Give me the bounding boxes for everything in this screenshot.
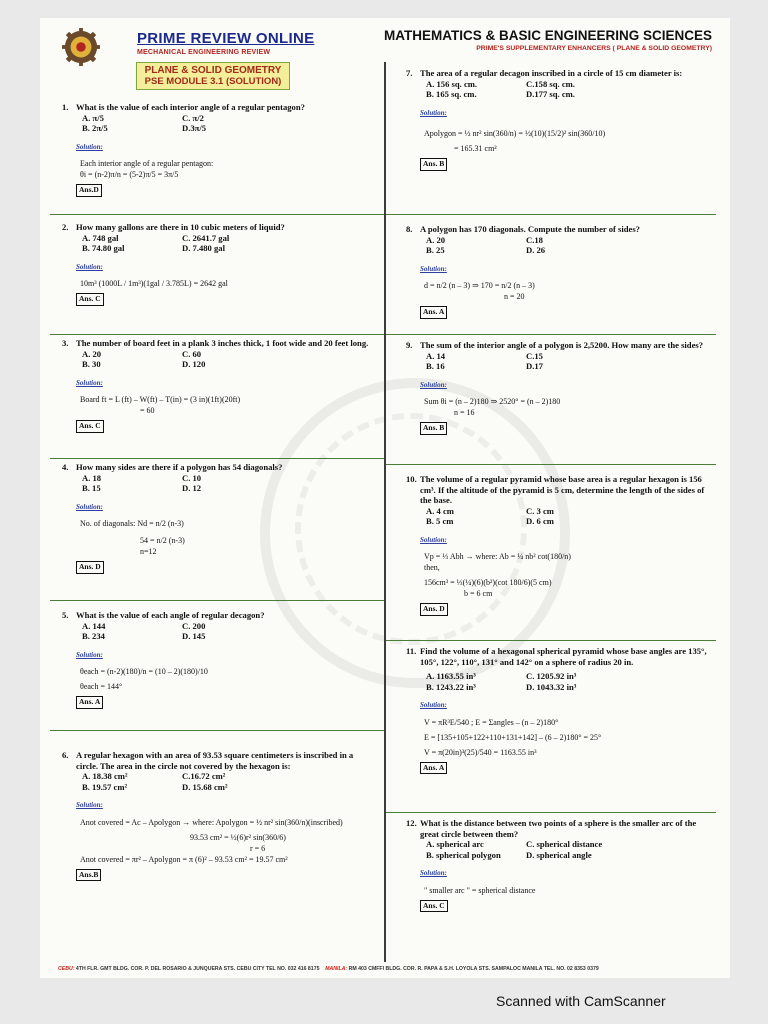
- solution-work: [424, 128, 715, 154]
- work-line: Vp = ⅓ Abh → where: Ab = ¼ nb² cot(180/n): [424, 552, 571, 561]
- solution-work: [424, 551, 715, 599]
- choice: D. 145: [182, 631, 206, 641]
- question-10: [406, 474, 715, 616]
- answer-box: Ans.B: [76, 869, 101, 882]
- answer-box: Ans. A: [420, 306, 447, 319]
- solution-label: Solution:: [76, 378, 103, 387]
- choice: A. 20: [426, 234, 446, 245]
- question-number: 9.: [406, 340, 413, 350]
- solution-label: Solution:: [76, 801, 103, 809]
- choice: C.18: [526, 234, 543, 245]
- solution-label: Solution:: [76, 650, 103, 659]
- solution-work: [80, 394, 376, 416]
- solution-work: [80, 158, 376, 180]
- question-stem: What is the value of each interior angle of a regular pentagon?: [76, 102, 305, 112]
- work-line: Apolygon = ½ nr² sin(360/n) = ½(10)(15/2)² sin(360/10): [424, 129, 606, 138]
- choice: A. 144: [82, 620, 106, 631]
- question-11: [406, 646, 715, 774]
- work-line: Sum θi = (n – 2)180 ⇒ 2520° = (n – 2)180: [424, 397, 561, 406]
- question-stem: The area of a regular decagon inscribed in a circle of 15 cm diameter is:: [420, 68, 683, 78]
- solution-work: [80, 817, 376, 865]
- separator: [386, 334, 716, 335]
- choice: B. 15: [82, 483, 101, 493]
- question-number: 1.: [62, 102, 69, 112]
- choice: C.15: [526, 350, 543, 361]
- answer-box: Ans. A: [76, 696, 103, 709]
- question-12: [406, 818, 715, 912]
- choices: [426, 351, 715, 372]
- choice: A. 18: [82, 472, 102, 483]
- choice: C. 200: [182, 620, 206, 631]
- choice: D. 26: [526, 245, 546, 255]
- header-right: [384, 28, 712, 52]
- work-line: = 60: [140, 406, 155, 415]
- answer-box: Ans. B: [420, 158, 447, 171]
- choice: C. spherical distance: [526, 839, 603, 849]
- scanner-watermark: Scanned with CamScanner: [496, 993, 666, 1009]
- separator: [50, 214, 384, 215]
- solution-label: Solution:: [76, 262, 103, 271]
- question-number: 11.: [406, 646, 417, 656]
- choice: C. 3 cm: [526, 505, 554, 516]
- module-title: PSE MODULE 3.1 (SOLUTION): [144, 76, 282, 87]
- topic-box: [136, 62, 290, 90]
- work-line: θeach = 144°: [80, 682, 123, 691]
- choice: B. 30: [82, 359, 101, 369]
- work-line: n=12: [140, 547, 157, 556]
- choice: C. 2641.7 gal: [182, 232, 230, 243]
- solution-work: [80, 666, 376, 692]
- choices: [426, 671, 715, 692]
- question-number: 10.: [406, 474, 417, 484]
- choice: C. 60: [182, 348, 202, 359]
- manila-label: MANILA:: [325, 966, 348, 972]
- choice: C. 1205.92 in³: [526, 671, 577, 681]
- question-stem: The number of board feet in a plank 3 inches thick, 1 foot wide and 20 feet long.: [76, 338, 369, 348]
- choice: D. 6 cm: [526, 516, 554, 526]
- choice: B. spherical polygon: [426, 849, 501, 860]
- question-stem: A polygon has 170 diagonals. Compute the number of sides?: [420, 224, 640, 234]
- question-number: 2.: [62, 222, 69, 232]
- solution-label: Solution:: [420, 869, 447, 877]
- solution-work: [424, 396, 715, 418]
- choice: C. 10: [182, 472, 202, 483]
- question-number: 8.: [406, 224, 413, 234]
- choice: D. 1043.32 in³: [526, 681, 577, 692]
- solution-work: [80, 278, 376, 289]
- footer-addresses: [58, 966, 728, 972]
- choice: D. 15.68 cm²: [182, 781, 228, 792]
- question-7: [406, 68, 715, 171]
- choice: B. 25: [426, 245, 445, 255]
- question-stem: Find the volume of a hexagonal spherical pyramid whose base angles are 135°, 105°, 122°, 110°, 131° and 142° on a sphere of radius 20 in.: [420, 646, 707, 667]
- choices: [82, 349, 376, 370]
- work-line: 93.53 cm² = ½(6)r² sin(360/6): [190, 832, 286, 842]
- separator: [386, 812, 716, 813]
- question-number: 12.: [406, 818, 417, 828]
- choices: [426, 506, 715, 527]
- brand-subtitle: MECHANICAL ENGINEERING REVIEW: [137, 49, 271, 56]
- work-line: V = πR³E/540 ; E = Σangles – (n – 2)180°: [424, 717, 559, 727]
- choice: B. 5 cm: [426, 516, 454, 526]
- column-divider: [384, 62, 386, 962]
- choices: [82, 233, 376, 254]
- work-line: Anot covered = πr² – Apolygon = π (6)² – 93.53 cm² = 19.57 cm²: [80, 854, 288, 864]
- separator: [50, 600, 384, 601]
- choice: B. 165 sq. cm.: [426, 89, 477, 99]
- question-number: 4.: [62, 462, 69, 472]
- work-line: θeach = (n-2)(180)/n = (10 – 2)(180)/10: [80, 667, 208, 676]
- choices: [426, 839, 715, 860]
- work-line: θi = (n-2)π/n = (5-2)π/5 = 3π/5: [80, 170, 179, 179]
- answer-box: Ans. C: [76, 293, 104, 306]
- question-stem: The sum of the interior angle of a polygon is 2,5200. How many are the sides?: [420, 340, 704, 350]
- choices: [426, 235, 715, 256]
- answer-box: Ans. C: [420, 900, 448, 913]
- answer-box: Ans. C: [76, 420, 104, 433]
- solution-label: Solution:: [76, 142, 103, 151]
- choice: B. 74.80 gal: [82, 243, 125, 253]
- choice: A. 20: [82, 348, 102, 359]
- question-8: [406, 224, 715, 319]
- solution-work: [424, 885, 715, 896]
- work-line: 10m³ (1000L / 1m³)(1gal / 3.785L) = 2642 gal: [80, 279, 228, 288]
- work-line: = 165.31 cm²: [454, 144, 497, 153]
- gear-logo-icon: [62, 28, 100, 66]
- choices: [82, 113, 376, 134]
- choice: A. 18.38 cm²: [82, 771, 128, 781]
- answer-box: Ans. A: [420, 762, 447, 775]
- question-number: 7.: [406, 68, 413, 78]
- question-5: [62, 610, 376, 709]
- separator: [386, 214, 716, 215]
- question-stem: How many gallons are there in 10 cubic meters of liquid?: [76, 222, 285, 232]
- choice: B. 2π/5: [82, 123, 108, 133]
- choice: A. π/5: [82, 112, 104, 123]
- choice: A. 1163.55 in³: [426, 671, 476, 681]
- work-line: 156cm³ = ⅓(¼)(6)(b²)(cot 180/6)(5 cm): [424, 578, 552, 587]
- solution-label: Solution:: [420, 701, 447, 709]
- question-stem: How many sides are there if a polygon has 54 diagonals?: [76, 462, 283, 472]
- work-line: " smaller arc " = spherical distance: [424, 885, 536, 895]
- choice: C. π/2: [182, 112, 204, 123]
- work-line: Board ft = L (ft) – W(ft) – T(in) = (3 in)(1ft)(20ft): [80, 395, 241, 404]
- manila-address: RM 403 CMFFI BLDG. COR. R. PAPA & S.H. LOYOLA STS. SAMPALOC MANILA TEL. NO. 02 8353 0379: [348, 966, 599, 972]
- solution-label: Solution:: [420, 380, 447, 389]
- separator: [386, 464, 716, 465]
- choice: D.177 sq. cm.: [526, 89, 575, 99]
- choice: A. 748 gal: [82, 232, 119, 243]
- question-number: 5.: [62, 610, 69, 620]
- answer-box: Ans. D: [76, 561, 104, 574]
- solution-label: Solution:: [76, 502, 103, 511]
- brand-name: PRIME REVIEW ONLINE: [137, 30, 315, 47]
- choices: [82, 771, 376, 792]
- choices: [82, 473, 376, 494]
- choice: A. 156 sq. cm.: [426, 78, 478, 89]
- choice: A. 4 cm: [426, 505, 454, 516]
- cebu-label: CEBU:: [58, 966, 75, 972]
- work-line: No. of diagonals: Nd = n/2 (n-3): [80, 519, 184, 528]
- choice: D. 120: [182, 359, 206, 369]
- solution-work: [424, 280, 715, 302]
- choice: B. 1243.22 in³: [426, 681, 476, 692]
- question-1: [62, 102, 376, 197]
- choice: B. 19.57 cm²: [82, 781, 128, 792]
- work-line: b = 6 cm: [464, 589, 493, 598]
- question-6: [62, 750, 376, 881]
- subject-title: MATHEMATICS & BASIC ENGINEERING SCIENCES: [383, 28, 712, 43]
- choice: D. spherical angle: [526, 849, 592, 860]
- answer-box: Ans. B: [420, 422, 447, 435]
- choice: D. 7.480 gal: [182, 243, 225, 253]
- work-line: Each interior angle of a regular pentagon:: [80, 159, 214, 168]
- question-stem: What is the distance between two points of a sphere is the smaller arc of the great circle between them?: [420, 818, 697, 839]
- choice: A. 14: [426, 350, 446, 361]
- separator: [386, 640, 716, 641]
- solution-work: [424, 717, 715, 758]
- question-number: 3.: [62, 338, 69, 348]
- choice: D. 12: [182, 483, 202, 493]
- work-line: Anot covered = Ac – Apolygon → where: Apolygon = ½ nr² sin(360/n)(inscribed): [80, 817, 343, 827]
- choices: [82, 621, 376, 642]
- question-stem: The volume of a regular pyramid whose base area is a regular hexagon is 156 cm³. If the altitude of the pyramid is 5 cm, determine the length of the sides of the base.: [420, 474, 705, 505]
- work-line: E = [135+105+122+110+131+142] – (6 – 2)180° = 25°: [424, 732, 602, 742]
- work-line: 54 = n/2 (n-3): [140, 536, 185, 545]
- answer-box: Ans.D: [76, 184, 102, 197]
- question-stem: A regular hexagon with an area of 93.53 square centimeters is inscribed in a circle. The area in the circle not covered by the hexagon is:: [76, 750, 354, 771]
- worksheet-page: [40, 18, 730, 978]
- work-line: d = n/2 (n – 3) ⇒ 170 = n/2 (n – 3): [424, 281, 535, 290]
- choice: C.158 sq. cm.: [526, 78, 575, 89]
- work-line: V = π(20in)³(25)/540 = 1163.55 in³: [424, 747, 537, 757]
- work-line: then,: [424, 563, 440, 572]
- subject-subtitle: PRIME'S SUPPLEMENTARY ENHANCERS ( PLANE & SOLID GEOMETRY): [476, 45, 712, 52]
- question-3: [62, 338, 376, 433]
- question-number: 6.: [62, 750, 69, 760]
- solution-label: Solution:: [420, 535, 447, 544]
- choice: A. spherical arc: [426, 839, 484, 849]
- question-9: [406, 340, 715, 435]
- answer-box: Ans. D: [420, 603, 448, 616]
- choice: B. 234: [82, 631, 105, 641]
- choice: B. 16: [426, 361, 445, 371]
- work-line: n = 20: [504, 292, 525, 301]
- solution-work: [80, 518, 376, 557]
- question-4: [62, 462, 376, 574]
- topic-title: PLANE & SOLID GEOMETRY: [144, 65, 282, 76]
- question-stem: What is the value of each angle of regular decagon?: [76, 610, 265, 620]
- solution-label: Solution:: [420, 108, 447, 117]
- solution-label: Solution:: [420, 264, 447, 273]
- choice: C.16.72 cm²: [182, 771, 226, 781]
- work-line: n = 16: [454, 408, 475, 417]
- choice: D.17: [526, 361, 543, 371]
- separator: [50, 730, 384, 731]
- separator: [50, 334, 384, 335]
- cebu-address: 4TH FLR. GMT BLDG. COR. P. DEL ROSARIO & JUNQUERA STS. CEBU CITY TEL NO. 032 416 8175: [75, 966, 320, 972]
- work-line: r = 6: [250, 843, 266, 853]
- separator: [50, 458, 384, 459]
- choices: [426, 79, 715, 100]
- question-2: [62, 222, 376, 306]
- choice: D.3π/5: [182, 123, 207, 133]
